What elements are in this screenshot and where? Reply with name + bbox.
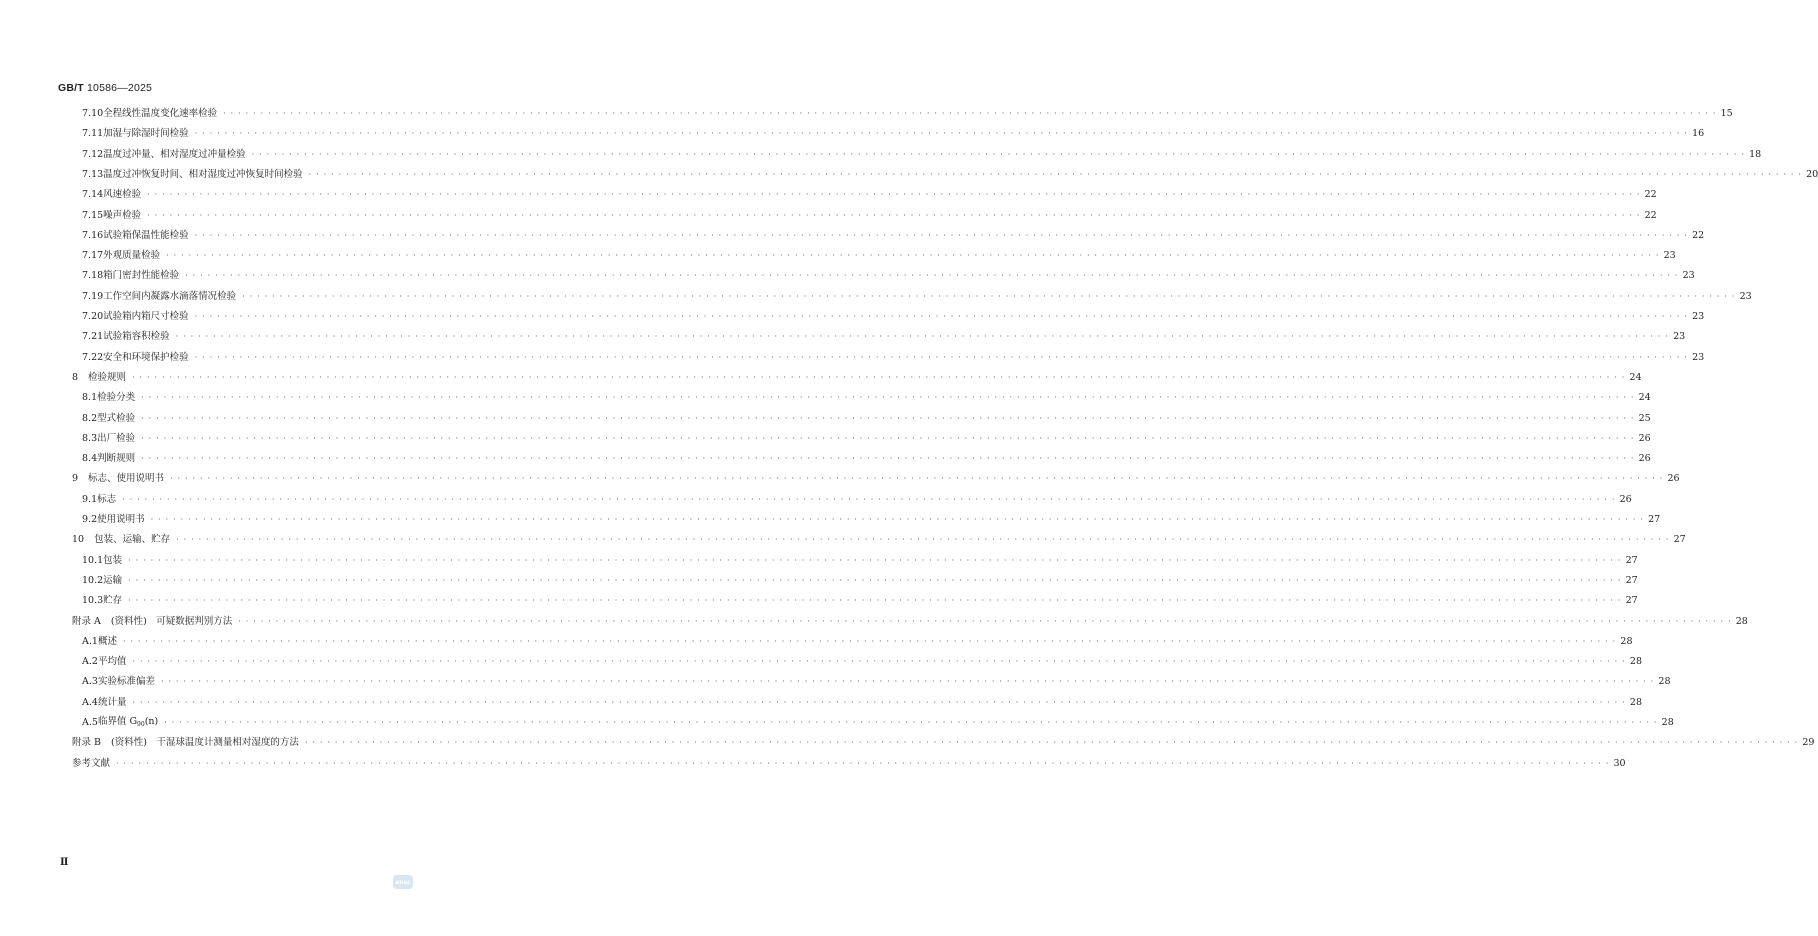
toc-entry-title — [103, 573, 122, 589]
toc-entry-title-text: (资料性) 可疑数据判别方法 — [110, 615, 233, 627]
toc-entry-title-text: 检验规则 — [88, 371, 127, 383]
toc-entry-title — [97, 431, 135, 447]
toc-entry-page: 24 — [1638, 392, 1651, 404]
toc-entry-page: 27 — [1625, 574, 1638, 586]
toc-entry[interactable] — [82, 390, 1651, 406]
toc-entry[interactable] — [82, 309, 1705, 325]
toc-entry-title — [103, 350, 189, 366]
toc-entry-title-text: 参考文献 — [72, 757, 111, 769]
toc-entry-page: 20 — [1806, 168, 1818, 180]
toc-entry-page: 23 — [1739, 290, 1752, 302]
toc-entry[interactable] — [82, 228, 1705, 244]
toc-entry[interactable] — [72, 614, 1748, 630]
toc-entry[interactable] — [82, 350, 1705, 366]
toc-entry-title — [98, 695, 127, 711]
toc-entry-number: A.5 — [82, 717, 98, 728]
toc-entry-page: 22 — [1644, 189, 1657, 201]
watermark-text: ansc — [395, 878, 411, 886]
toc-entry-page: 22 — [1692, 229, 1705, 241]
toc-entry-number: A.1 — [82, 635, 98, 647]
toc-entry-title-text: 箱门密封性能检验 — [103, 270, 180, 282]
toc-dot-leader: · · · · · · · · · · · · · · · · · · · · · · · · · · · · · · · · · · · · · · · · · · · · · · · · · · · · · · · · · · · · · · · · · · · · · · · · · · · · · · · · · · · · · · · · · · · · · · · · · · · · · · · · · · · · · · · · · · · · · · · · · · · · · · · · · · · · · · · · · · · · · · · · · · · · · · · · · · · · · · · · · · · · · · · · · · · · · · · · · · · · · · · · · · · · · · · · · · · · · · · · — [194, 230, 1689, 240]
toc-entry[interactable] — [72, 532, 1686, 548]
toc-entry-number: 7.14 — [82, 189, 104, 201]
toc-dot-leader: · · · · · · · · · · · · · · · · · · · · · · · · · · · · · · · · · · · · · · · · · · · · · · · · · · · · · · · · · · · · · · · · · · · · · · · · · · · · · · · · · · · · · · · · · · · · · · · · · · · · · · · · · · · · · · · · · · · · · · · · · · · · · · · · · · · · · · · · · · · · · · · · · · · · · · · · · · · · · · · · · · · · · · · · · · · · · · · · · · · · · · · · · · · · · · · · · · · · · · · · — [308, 169, 1803, 179]
standard-header — [58, 82, 152, 94]
toc-dot-leader: · · · · · · · · · · · · · · · · · · · · · · · · · · · · · · · · · · · · · · · · · · · · · · · · · · · · · · · · · · · · · · · · · · · · · · · · · · · · · · · · · · · · · · · · · · · · · · · · · · · · · · · · · · · · · · · · · · · · · · · · · · · · · · · · · · · · · · · · · · · · · · · · · · · · · · · · · · · · · · · · · · · · · · · · · · · · · · · · · · · · · · · · · · · · · · · · · · · · · · · · — [185, 271, 1679, 281]
standard-code: GB/T — [58, 82, 84, 94]
toc-entry-title — [72, 756, 110, 772]
toc-entry[interactable] — [82, 268, 1695, 284]
toc-entry[interactable] — [72, 756, 1626, 772]
toc-entry[interactable] — [82, 573, 1638, 589]
toc-entry[interactable] — [82, 512, 1661, 528]
toc-entry[interactable] — [82, 248, 1676, 264]
toc-dot-leader: · · · · · · · · · · · · · · · · · · · · · · · · · · · · · · · · · · · · · · · · · · · · · · · · · · · · · · · · · · · · · · · · · · · · · · · · · · · · · · · · · · · · · · · · · · · · · · · · · · · · · · · · · · · · · · · · · · · · · · · · · · · · · · · · · · · · · · · · · · · · · · · · · · · · · · · · · · · · · · · · · · · · · · · · · · · · · · · · · · · · · · · · · · · · · · · · · · · · · · · · — [128, 555, 1622, 565]
toc-entry-title — [98, 714, 158, 733]
toc-entry[interactable] — [82, 208, 1657, 224]
toc-entry-title-text: 试验箱保温性能检验 — [103, 229, 189, 241]
toc-dot-leader: · · · · · · · · · · · · · · · · · · · · · · · · · · · · · · · · · · · · · · · · · · · · · · · · · · · · · · · · · · · · · · · · · · · · · · · · · · · · · · · · · · · · · · · · · · · · · · · · · · · · · · · · · · · · · · · · · · · · · · · · · · · · · · · · · · · · · · · · · · · · · · · · · · · · · · · · · · · · · · · · · · · · · · · · · · · · · · · · · · · · · · · · · · · · · · · · · · · · · · · · — [251, 149, 1746, 159]
toc-entry-page: 26 — [1619, 493, 1632, 505]
toc-entry-title — [98, 654, 127, 670]
toc-entry-title-text: 外观质量检验 — [103, 250, 161, 262]
toc-entry-title — [94, 532, 170, 548]
toc-entry-title-text: 风速检验 — [103, 189, 142, 201]
toc-entry[interactable] — [82, 167, 1818, 183]
toc-entry-number: 9 — [72, 473, 79, 485]
toc-entry-page: 29 — [1802, 737, 1815, 749]
toc-entry-number: 10.1 — [82, 554, 104, 566]
toc-entry-page: 23 — [1692, 351, 1705, 363]
toc-dot-leader: · · · · · · · · · · · · · · · · · · · · · · · · · · · · · · · · · · · · · · · · · · · · · · · · · · · · · · · · · · · · · · · · · · · · · · · · · · · · · · · · · · · · · · · · · · · · · · · · · · · · · · · · · · · · · · · · · · · · · · · · · · · · · · · · · · · · · · · · · · · · · · · · · · · · · · · · · · · · · · · · · · · · · · · · · · · · · · · · · · · · · · · · · · · · · · · · · · · · · · · · — [164, 718, 1658, 727]
toc-dot-leader: · · · · · · · · · · · · · · · · · · · · · · · · · · · · · · · · · · · · · · · · · · · · · · · · · · · · · · · · · · · · · · · · · · · · · · · · · · · · · · · · · · · · · · · · · · · · · · · · · · · · · · · · · · · · · · · · · · · · · · · · · · · · · · · · · · · · · · · · · · · · · · · · · · · · · · · · · · · · · · · · · · · · · · · · · · · · · · · · · · · · · · · · · · · · · · · · · · · · · · · · — [194, 352, 1689, 362]
toc-entry-title — [111, 614, 232, 630]
toc-entry[interactable] — [72, 735, 1815, 751]
toc-entry-number: 8.1 — [82, 392, 98, 404]
toc-dot-leader: · · · · · · · · · · · · · · · · · · · · · · · · · · · · · · · · · · · · · · · · · · · · · · · · · · · · · · · · · · · · · · · · · · · · · · · · · · · · · · · · · · · · · · · · · · · · · · · · · · · · · · · · · · · · · · · · · · · · · · · · · · · · · · · · · · · · · · · · · · · · · · · · · · · · · · · · · · · · · · · · · · · · · · · · · · · · · · · · · · · · · · · · · · · · · · · · · · · · · · · · — [122, 494, 1616, 504]
toc-entry[interactable] — [72, 471, 1680, 487]
toc-entry-title-text: 出厂检验 — [97, 432, 136, 444]
toc-entry-number: 10 — [72, 534, 85, 546]
toc-entry-number: 7.10 — [82, 108, 104, 119]
toc-entry-title — [103, 329, 170, 345]
toc-entry-number: 7.11 — [82, 128, 104, 140]
toc-entry-number: 9.1 — [82, 493, 98, 505]
toc-entry-number: 8.2 — [82, 412, 98, 424]
toc-entry[interactable] — [82, 634, 1633, 650]
toc-dot-leader: · · · · · · · · · · · · · · · · · · · · · · · · · · · · · · · · · · · · · · · · · · · · · · · · · · · · · · · · · · · · · · · · · · · · · · · · · · · · · · · · · · · · · · · · · · · · · · · · · · · · · · · · · · · · · · · · · · · · · · · · · · · · · · · · · · · · · · · · · · · · · · · · · · · · · · · · · · · · · · · · · · · · · · · · · · · · · · · · · · · · · · · · · · · · · · · · · · · · · · · · — [150, 515, 1645, 524]
toc-entry-title-text: 全程线性温度变化速率检验 — [103, 108, 218, 119]
toc-entry[interactable] — [82, 451, 1651, 467]
toc-entry-title — [97, 390, 135, 406]
toc-entry[interactable] — [82, 593, 1638, 609]
toc-entry-title — [103, 187, 141, 203]
toc-entry-page: 26 — [1638, 432, 1651, 444]
toc-dot-leader: · · · · · · · · · · · · · · · · · · · · · · · · · · · · · · · · · · · · · · · · · · · · · · · · · · · · · · · · · · · · · · · · · · · · · · · · · · · · · · · · · · · · · · · · · · · · · · · · · · · · · · · · · · · · · · · · · · · · · · · · · · · · · · · · · · · · · · · · · · · · · · · · · · · · · · · · · · · · · · · · · · · · · · · · · · · · · · · · · · · · · · · · · · · · · · · · · · · · · · · · — [170, 474, 1664, 484]
toc-entry-number: 7.15 — [82, 209, 104, 221]
toc-dot-leader: · · · · · · · · · · · · · · · · · · · · · · · · · · · · · · · · · · · · · · · · · · · · · · · · · · · · · · · · · · · · · · · · · · · · · · · · · · · · · · · · · · · · · · · · · · · · · · · · · · · · · · · · · · · · · · · · · · · · · · · · · · · · · · · · · · · · · · · · · · · · · · · · · · · · · · · · · · · · · · · · · · · · · · · · · · · · · · · · · · · · · · · · · · · · · · · · · · · · · · · · — [147, 210, 1641, 220]
toc-entry-number: 10.2 — [82, 574, 104, 586]
toc-entry[interactable] — [82, 553, 1638, 569]
toc-entry-title — [111, 735, 299, 751]
toc-entry[interactable] — [82, 187, 1657, 203]
toc-entry[interactable] — [82, 289, 1752, 305]
toc-entry-title-text: 临界值 G — [97, 715, 138, 727]
toc-entry-title-text: 试验箱容积检验 — [103, 331, 170, 343]
toc-entry-title — [103, 228, 189, 244]
toc-entry-page: 30 — [1613, 757, 1626, 769]
toc-entry-number: 7.19 — [82, 290, 104, 302]
toc-entry-number: 10.3 — [82, 595, 104, 607]
toc-entry-number: A.4 — [82, 696, 98, 708]
toc-entry-number: 7.18 — [82, 270, 104, 282]
toc-dot-leader: · · · · · · · · · · · · · · · · · · · · · · · · · · · · · · · · · · · · · · · · · · · · · · · · · · · · · · · · · · · · · · · · · · · · · · · · · · · · · · · · · · · · · · · · · · · · · · · · · · · · · · · · · · · · · · · · · · · · · · · · · · · · · · · · · · · · · · · · · · · · · · · · · · · · · · · · · · · · · · · · · · · · · · · · · · · · · · · · · · · · · · · · · · · · · · · · · · · · · · · · — [194, 312, 1689, 321]
toc-entry-title-text: 包装 — [103, 554, 123, 566]
toc-entry-page: 28 — [1620, 635, 1633, 647]
toc-entry-page: 23 — [1663, 250, 1676, 262]
toc-entry-number: 附录 B — [72, 737, 102, 749]
toc-entry-title-text: 型式检验 — [97, 412, 136, 424]
toc-dot-leader: · · · · · · · · · · · · · · · · · · · · · · · · · · · · · · · · · · · · · · · · · · · · · · · · · · · · · · · · · · · · · · · · · · · · · · · · · · · · · · · · · · · · · · · · · · · · · · · · · · · · · · · · · · · · · · · · · · · · · · · · · · · · · · · · · · · · · · · · · · · · · · · · · · · · · · · · · · · · · · · · · · · · · · · · · · · · · · · · · · · · · · · · · · · · · · · · · · · · · · · · — [141, 433, 1635, 443]
toc-entry-title-text: 统计量 — [97, 696, 127, 708]
toc-entry-page: 24 — [1629, 371, 1642, 383]
toc-entry-title-text: 运输 — [103, 574, 123, 586]
toc-entry-title-text: 安全和环境保护检验 — [103, 351, 189, 363]
toc-entry[interactable] — [82, 492, 1632, 508]
toc-entry-page: 22 — [1644, 209, 1657, 221]
toc-dot-leader: · · · · · · · · · · · · · · · · · · · · · · · · · · · · · · · · · · · · · · · · · · · · · · · · · · · · · · · · · · · · · · · · · · · · · · · · · · · · · · · · · · · · · · · · · · · · · · · · · · · · · · · · · · · · · · · · · · · · · · · · · · · · · · · · · · · · · · · · · · · · · · · · · · · · · · · · · · · · · · · · · · · · · · · · · · · · · · · · · · · · · · · · · · · · · · · · · · · · · · · · — [122, 636, 1617, 646]
toc-entry-number: 9.2 — [82, 514, 98, 525]
toc-entry-title-text: 标志、使用说明书 — [88, 473, 165, 485]
toc-entry-number: 8.3 — [82, 432, 98, 444]
toc-entry-page: 26 — [1638, 453, 1651, 465]
toc-entry-title — [97, 492, 116, 508]
toc-entry-title — [98, 674, 155, 690]
toc-entry-title — [88, 471, 164, 487]
toc-entry-page: 25 — [1638, 412, 1651, 424]
toc-entry-page: 18 — [1749, 148, 1762, 160]
toc-entry-title — [103, 289, 236, 305]
toc-entry-title-text: 贮存 — [103, 595, 123, 607]
toc-entry-title-text: 标志 — [97, 493, 117, 505]
toc-entry-title-text: 判断规则 — [97, 453, 136, 465]
toc-entry-title — [98, 634, 117, 650]
toc-entry-title — [103, 248, 160, 264]
toc-dot-leader: · · · · · · · · · · · · · · · · · · · · · · · · · · · · · · · · · · · · · · · · · · · · · · · · · · · · · · · · · · · · · · · · · · · · · · · · · · · · · · · · · · · · · · · · · · · · · · · · · · · · · · · · · · · · · · · · · · · · · · · · · · · · · · · · · · · · · · · · · · · · · · · · · · · · · · · · · · · · · · · · · · · · · · · · · · · · · · · · · · · · · · · · · · · · · · · · · · · · · · · · — [223, 109, 1717, 118]
toc-entry[interactable] — [82, 715, 1674, 731]
toc-entry-title-text: 包装、运输、贮存 — [94, 534, 171, 546]
toc-entry-title-text: 工作空间内凝露水滴落情况检验 — [103, 290, 237, 302]
toc-entry-number: 7.13 — [82, 168, 104, 180]
toc-entry-page: 15 — [1720, 108, 1733, 119]
toc-entry-page: 16 — [1692, 128, 1705, 140]
toc-entry-title-text: 温度过冲量、相对湿度过冲量检验 — [103, 148, 246, 160]
watermark-logo — [393, 875, 413, 889]
toc-entry-title — [88, 370, 126, 386]
toc-entry-page: 27 — [1673, 534, 1686, 546]
toc-dot-leader: · · · · · · · · · · · · · · · · · · · · · · · · · · · · · · · · · · · · · · · · · · · · · · · · · · · · · · · · · · · · · · · · · · · · · · · · · · · · · · · · · · · · · · · · · · · · · · · · · · · · · · · · · · · · · · · · · · · · · · · · · · · · · · · · · · · · · · · · · · · · · · · · · · · · · · · · · · · · · · · · · · · · · · · · · · · · · · · · · · · · · · · · · · · · · · · · · · · · · · · · — [238, 616, 1732, 626]
toc-entry-title-text: 平均值 — [97, 656, 127, 668]
toc-entry-number: 7.22 — [82, 351, 104, 363]
toc-entry-page: 27 — [1625, 554, 1638, 566]
toc-entry-number: A.3 — [82, 676, 98, 688]
toc-entry-title — [103, 268, 179, 284]
toc-entry[interactable] — [82, 654, 1642, 670]
toc-entry[interactable] — [82, 106, 1733, 122]
toc-entry[interactable] — [82, 126, 1705, 142]
page-number: Ⅱ — [60, 857, 68, 868]
toc-dot-leader: · · · · · · · · · · · · · · · · · · · · · · · · · · · · · · · · · · · · · · · · · · · · · · · · · · · · · · · · · · · · · · · · · · · · · · · · · · · · · · · · · · · · · · · · · · · · · · · · · · · · · · · · · · · · · · · · · · · · · · · · · · · · · · · · · · · · · · · · · · · · · · · · · · · · · · · · · · · · · · · · · · · · · · · · · · · · · · · · · · · · · · · · · · · · · · · · · · · · · · · · — [141, 393, 1635, 403]
toc-entry-title-text: 试验箱内箱尺寸检验 — [103, 311, 189, 322]
toc-entry-title — [103, 553, 122, 569]
toc-dot-leader: · · · · · · · · · · · · · · · · · · · · · · · · · · · · · · · · · · · · · · · · · · · · · · · · · · · · · · · · · · · · · · · · · · · · · · · · · · · · · · · · · · · · · · · · · · · · · · · · · · · · · · · · · · · · · · · · · · · · · · · · · · · · · · · · · · · · · · · · · · · · · · · · · · · · · · · · · · · · · · · · · · · · · · · · · · · · · · · · · · · · · · · · · · · · · · · · · · · · · · · · — [116, 758, 1610, 768]
toc-entry-title — [103, 147, 246, 163]
toc-entry-page: 28 — [1735, 615, 1748, 627]
toc-entry[interactable] — [82, 411, 1651, 427]
toc-dot-leader: · · · · · · · · · · · · · · · · · · · · · · · · · · · · · · · · · · · · · · · · · · · · · · · · · · · · · · · · · · · · · · · · · · · · · · · · · · · · · · · · · · · · · · · · · · · · · · · · · · · · · · · · · · · · · · · · · · · · · · · · · · · · · · · · · · · · · · · · · · · · · · · · · · · · · · · · · · · · · · · · · · · · · · · · · · · · · · · · · · · · · · · · · · · · · · · · · · · · · · · · — [132, 697, 1626, 707]
toc-entry-number: 附录 A — [72, 615, 101, 627]
toc-dot-leader: · · · · · · · · · · · · · · · · · · · · · · · · · · · · · · · · · · · · · · · · · · · · · · · · · · · · · · · · · · · · · · · · · · · · · · · · · · · · · · · · · · · · · · · · · · · · · · · · · · · · · · · · · · · · · · · · · · · · · · · · · · · · · · · · · · · · · · · · · · · · · · · · · · · · · · · · · · · · · · · · · · · · · · · · · · · · · · · · · · · · · · · · · · · · · · · · · · · · · · · · — [304, 738, 1799, 748]
toc-entry-title-text: 温度过冲恢复时间、相对湿度过冲恢复时间检验 — [103, 168, 303, 180]
toc-entry-title-text: (资料性) 干湿球温度计测量相对湿度的方法 — [111, 737, 299, 749]
standard-number: 10586—2025 — [87, 82, 153, 94]
toc-entry-title — [103, 106, 217, 122]
toc-entry-number: A.2 — [82, 656, 98, 668]
toc-entry-page: 23 — [1682, 270, 1695, 282]
toc-entry-number: 7.17 — [82, 250, 104, 262]
toc-entry[interactable] — [82, 147, 1762, 163]
toc-entry-title-text: 概述 — [97, 635, 117, 647]
toc-entry-number: 7.16 — [82, 229, 104, 241]
toc-dot-leader: · · · · · · · · · · · · · · · · · · · · · · · · · · · · · · · · · · · · · · · · · · · · · · · · · · · · · · · · · · · · · · · · · · · · · · · · · · · · · · · · · · · · · · · · · · · · · · · · · · · · · · · · · · · · · · · · · · · · · · · · · · · · · · · · · · · · · · · · · · · · · · · · · · · · · · · · · · · · · · · · · · · · · · · · · · · · · · · · · · · · · · · · · · · · · · · · · · · · · · · · — [166, 251, 1660, 261]
toc-entry-title — [97, 512, 145, 528]
toc-entry-page: 23 — [1692, 311, 1705, 322]
toc-entry-number: 7.12 — [82, 148, 104, 160]
toc-entry-page: 28 — [1629, 656, 1642, 668]
toc-entry-title-text: 实验标准偏差 — [97, 676, 155, 688]
toc-entry-page: 26 — [1667, 473, 1680, 485]
toc-entry-page: 27 — [1648, 514, 1661, 525]
toc-entry-title — [103, 167, 303, 183]
toc-entry-title-text: 加湿与除湿时间检验 — [103, 128, 189, 140]
toc-entry[interactable] — [82, 431, 1651, 447]
toc-dot-leader: · · · · · · · · · · · · · · · · · · · · · · · · · · · · · · · · · · · · · · · · · · · · · · · · · · · · · · · · · · · · · · · · · · · · · · · · · · · · · · · · · · · · · · · · · · · · · · · · · · · · · · · · · · · · · · · · · · · · · · · · · · · · · · · · · · · · · · · · · · · · · · · · · · · · · · · · · · · · · · · · · · · · · · · · · · · · · · · · · · · · · · · · · · · · · · · · · · · · · · · · — [128, 575, 1622, 585]
toc-entry-title — [97, 411, 135, 427]
toc-dot-leader: · · · · · · · · · · · · · · · · · · · · · · · · · · · · · · · · · · · · · · · · · · · · · · · · · · · · · · · · · · · · · · · · · · · · · · · · · · · · · · · · · · · · · · · · · · · · · · · · · · · · · · · · · · · · · · · · · · · · · · · · · · · · · · · · · · · · · · · · · · · · · · · · · · · · · · · · · · · · · · · · · · · · · · · · · · · · · · · · · · · · · · · · · · · · · · · · · · · · · · · · — [194, 129, 1689, 139]
toc-entry[interactable] — [82, 695, 1642, 711]
toc-entry-page: 23 — [1673, 331, 1686, 343]
toc-dot-leader: · · · · · · · · · · · · · · · · · · · · · · · · · · · · · · · · · · · · · · · · · · · · · · · · · · · · · · · · · · · · · · · · · · · · · · · · · · · · · · · · · · · · · · · · · · · · · · · · · · · · · · · · · · · · · · · · · · · · · · · · · · · · · · · · · · · · · · · · · · · · · · · · · · · · · · · · · · · · · · · · · · · · · · · · · · · · · · · · · · · · · · · · · · · · · · · · · · · · · · · · — [132, 657, 1626, 667]
toc-dot-leader: · · · · · · · · · · · · · · · · · · · · · · · · · · · · · · · · · · · · · · · · · · · · · · · · · · · · · · · · · · · · · · · · · · · · · · · · · · · · · · · · · · · · · · · · · · · · · · · · · · · · · · · · · · · · · · · · · · · · · · · · · · · · · · · · · · · · · · · · · · · · · · · · · · · · · · · · · · · · · · · · · · · · · · · · · · · · · · · · · · · · · · · · · · · · · · · · · · · · · · · · — [141, 413, 1635, 423]
toc-entry-page: 28 — [1661, 717, 1674, 728]
toc-entry[interactable] — [72, 370, 1642, 386]
toc-entry-title — [103, 208, 141, 224]
toc-dot-leader: · · · · · · · · · · · · · · · · · · · · · · · · · · · · · · · · · · · · · · · · · · · · · · · · · · · · · · · · · · · · · · · · · · · · · · · · · · · · · · · · · · · · · · · · · · · · · · · · · · · · · · · · · · · · · · · · · · · · · · · · · · · · · · · · · · · · · · · · · · · · · · · · · · · · · · · · · · · · · · · · · · · · · · · · · · · · · · · · · · · · · · · · · · · · · · · · · · · · · · · · — [128, 596, 1622, 606]
toc-entry-page: 27 — [1625, 595, 1638, 607]
toc-dot-leader: · · · · · · · · · · · · · · · · · · · · · · · · · · · · · · · · · · · · · · · · · · · · · · · · · · · · · · · · · · · · · · · · · · · · · · · · · · · · · · · · · · · · · · · · · · · · · · · · · · · · · · · · · · · · · · · · · · · · · · · · · · · · · · · · · · · · · · · · · · · · · · · · · · · · · · · · · · · · · · · · · · · · · · · · · · · · · · · · · · · · · · · · · · · · · · · · · · · · · · · · — [176, 535, 1670, 545]
toc-entry-number: 7.21 — [82, 331, 104, 343]
toc-entry-title-text: 使用说明书 — [97, 514, 145, 525]
toc-entry-title — [103, 593, 122, 609]
toc-dot-leader: · · · · · · · · · · · · · · · · · · · · · · · · · · · · · · · · · · · · · · · · · · · · · · · · · · · · · · · · · · · · · · · · · · · · · · · · · · · · · · · · · · · · · · · · · · · · · · · · · · · · · · · · · · · · · · · · · · · · · · · · · · · · · · · · · · · · · · · · · · · · · · · · · · · · · · · · · · · · · · · · · · · · · · · · · · · · · · · · · · · · · · · · · · · · · · · · · · · · · · · · — [242, 291, 1736, 301]
toc-entry[interactable] — [82, 674, 1671, 690]
toc-entry-number: 8 — [72, 371, 79, 383]
toc-entry-title-tail: (n) — [144, 715, 159, 727]
toc-entry-title-text: 噪声检验 — [103, 209, 142, 221]
toc-dot-leader: · · · · · · · · · · · · · · · · · · · · · · · · · · · · · · · · · · · · · · · · · · · · · · · · · · · · · · · · · · · · · · · · · · · · · · · · · · · · · · · · · · · · · · · · · · · · · · · · · · · · · · · · · · · · · · · · · · · · · · · · · · · · · · · · · · · · · · · · · · · · · · · · · · · · · · · · · · · · · · · · · · · · · · · · · · · · · · · · · · · · · · · · · · · · · · · · · · · · · · · · — [175, 332, 1670, 342]
toc-dot-leader: · · · · · · · · · · · · · · · · · · · · · · · · · · · · · · · · · · · · · · · · · · · · · · · · · · · · · · · · · · · · · · · · · · · · · · · · · · · · · · · · · · · · · · · · · · · · · · · · · · · · · · · · · · · · · · · · · · · · · · · · · · · · · · · · · · · · · · · · · · · · · · · · · · · · · · · · · · · · · · · · · · · · · · · · · · · · · · · · · · · · · · · · · · · · · · · · · · · · · · · · — [132, 372, 1626, 382]
toc-entry-page: 28 — [1629, 696, 1642, 708]
toc-entry-page: 28 — [1658, 676, 1671, 688]
toc-entry-title-text: 检验分类 — [97, 392, 136, 404]
toc-entry-title — [97, 451, 135, 467]
toc-entry-subscript: 90 — [137, 720, 145, 728]
toc-entry-title — [103, 126, 189, 142]
toc-dot-leader: · · · · · · · · · · · · · · · · · · · · · · · · · · · · · · · · · · · · · · · · · · · · · · · · · · · · · · · · · · · · · · · · · · · · · · · · · · · · · · · · · · · · · · · · · · · · · · · · · · · · · · · · · · · · · · · · · · · · · · · · · · · · · · · · · · · · · · · · · · · · · · · · · · · · · · · · · · · · · · · · · · · · · · · · · · · · · · · · · · · · · · · · · · · · · · · · · · · · · · · · — [160, 677, 1655, 687]
toc-entry[interactable] — [82, 329, 1686, 345]
toc-entry-title — [103, 309, 189, 325]
toc-entry-number: 8.4 — [82, 453, 98, 465]
toc-entry-number: 7.20 — [82, 311, 104, 322]
toc-dot-leader: · · · · · · · · · · · · · · · · · · · · · · · · · · · · · · · · · · · · · · · · · · · · · · · · · · · · · · · · · · · · · · · · · · · · · · · · · · · · · · · · · · · · · · · · · · · · · · · · · · · · · · · · · · · · · · · · · · · · · · · · · · · · · · · · · · · · · · · · · · · · · · · · · · · · · · · · · · · · · · · · · · · · · · · · · · · · · · · · · · · · · · · · · · · · · · · · · · · · · · · · — [147, 190, 1641, 200]
toc-dot-leader: · · · · · · · · · · · · · · · · · · · · · · · · · · · · · · · · · · · · · · · · · · · · · · · · · · · · · · · · · · · · · · · · · · · · · · · · · · · · · · · · · · · · · · · · · · · · · · · · · · · · · · · · · · · · · · · · · · · · · · · · · · · · · · · · · · · · · · · · · · · · · · · · · · · · · · · · · · · · · · · · · · · · · · · · · · · · · · · · · · · · · · · · · · · · · · · · · · · · · · · · — [141, 454, 1635, 464]
